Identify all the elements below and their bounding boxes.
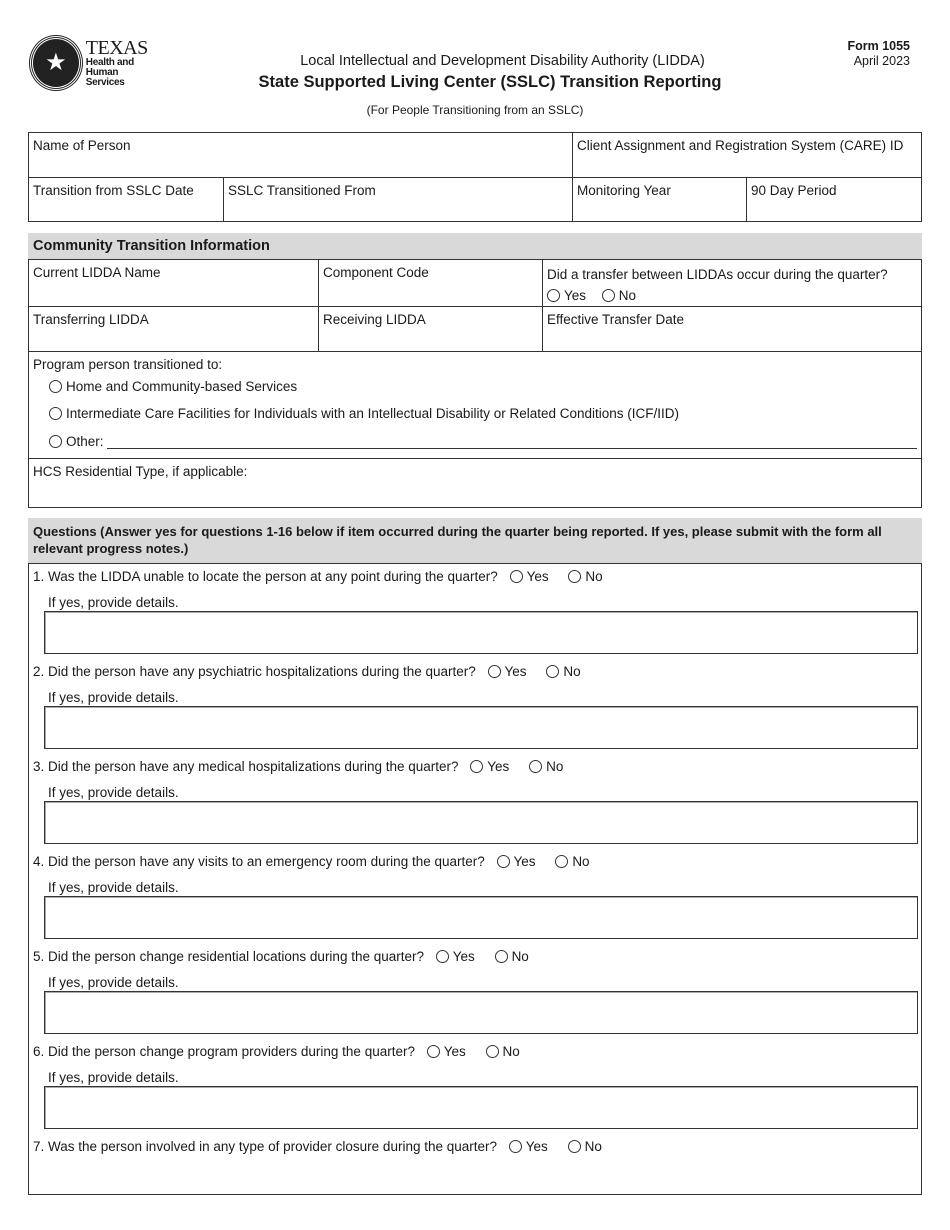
program-icf-radio[interactable] xyxy=(49,406,679,421)
field-label: Transition from SSLC Date xyxy=(33,183,194,198)
question-3-details-input[interactable] xyxy=(44,801,918,844)
option-label: No xyxy=(584,1139,602,1154)
hcs-residential-type-field[interactable] xyxy=(28,458,922,508)
option-label: Yes xyxy=(526,569,549,584)
program-other-radio[interactable] xyxy=(49,434,104,449)
radio-icon xyxy=(529,760,542,773)
question-2-no-radio[interactable] xyxy=(546,664,580,679)
option-label: Yes xyxy=(443,1044,466,1059)
page-subtitle: (For People Transitioning from an SSLC) xyxy=(366,103,584,117)
option-label: No xyxy=(585,569,603,584)
details-label: If yes, provide details. xyxy=(48,595,179,610)
field-label: Program person transitioned to: xyxy=(33,357,223,372)
option-label: Home and Community-based Services xyxy=(66,379,298,394)
field-label: Transferring LIDDA xyxy=(33,312,149,327)
radio-icon xyxy=(509,1140,522,1153)
question-2-details-input[interactable] xyxy=(44,706,918,749)
question-4-yes-radio[interactable] xyxy=(497,854,536,869)
logo-subtitle: Health and Human xyxy=(85,56,134,78)
transfer-yes-radio[interactable] xyxy=(547,288,586,303)
question-text: 4. Did the person have any visits to an emergency room during the quarter? xyxy=(33,854,485,869)
option-label: No xyxy=(511,949,529,964)
details-label: If yes, provide details. xyxy=(48,1070,179,1085)
question-3-yes-radio[interactable] xyxy=(470,759,509,774)
question-5-no-radio[interactable] xyxy=(495,949,529,964)
details-label: If yes, provide details. xyxy=(48,975,179,990)
field-label: Name of Person xyxy=(33,138,131,153)
question-7 xyxy=(33,1139,614,1154)
question-text: 2. Did the person have any psychiatric hospitalizations during the quarter? xyxy=(33,664,476,679)
section-heading: Community Transition Information xyxy=(28,233,922,260)
radio-icon xyxy=(436,950,449,963)
question-text: 1. Was the LIDDA unable to locate the person at any point during the quarter? xyxy=(33,569,498,584)
question-4 xyxy=(33,854,602,869)
radio-icon xyxy=(568,570,581,583)
question-2 xyxy=(33,664,593,679)
questions-heading: Questions (Answer yes for questions 1-16 below if item occurred during the quarter being reported. If yes, please submit with the form all relevant progress notes.) xyxy=(28,518,922,564)
option-label: No xyxy=(502,1044,520,1059)
option-label: Yes xyxy=(452,949,475,964)
star-seal-icon: ★ xyxy=(30,36,82,90)
monitoring-year-field[interactable] xyxy=(572,177,747,222)
field-label: Monitoring Year xyxy=(577,183,671,198)
field-label: Current LIDDA Name xyxy=(33,265,161,280)
component-code-field[interactable] xyxy=(318,259,543,307)
question-7-yes-radio[interactable] xyxy=(509,1139,548,1154)
form-info xyxy=(847,39,910,69)
logo-subtitle: Services xyxy=(85,76,125,88)
radio-icon xyxy=(568,1140,581,1153)
option-label: No xyxy=(572,854,590,869)
question-5-details-input[interactable] xyxy=(44,991,918,1034)
question-text: 3. Did the person have any medical hospitalizations during the quarter? xyxy=(33,759,459,774)
other-input[interactable] xyxy=(107,448,917,449)
page-title: State Supported Living Center (SSLC) Transition Reporting xyxy=(258,73,722,91)
radio-icon xyxy=(510,570,523,583)
details-label: If yes, provide details. xyxy=(48,785,179,800)
field-label: Client Assignment and Registration System (CARE) ID xyxy=(577,138,904,153)
question-6-details-input[interactable] xyxy=(44,1086,918,1129)
question-7-no-radio[interactable] xyxy=(568,1139,602,1154)
option-label: Yes xyxy=(504,664,527,679)
option-label: Yes xyxy=(487,759,510,774)
question-1-no-radio[interactable] xyxy=(568,569,602,584)
receiving-lidda-field[interactable] xyxy=(318,306,543,352)
radio-icon xyxy=(547,289,560,302)
radio-icon xyxy=(602,289,615,302)
question-3-no-radio[interactable] xyxy=(529,759,563,774)
radio-icon xyxy=(427,1045,440,1058)
option-label: Intermediate Care Facilities for Individuals with an Intellectual Disability or Related Conditions (ICF/IID) xyxy=(66,406,680,421)
question-2-yes-radio[interactable] xyxy=(488,664,527,679)
form-number: Form 1055 xyxy=(847,39,910,53)
question-1 xyxy=(33,569,615,584)
radio-icon xyxy=(49,407,62,420)
option-label: No xyxy=(563,664,581,679)
question-5-yes-radio[interactable] xyxy=(436,949,475,964)
question-1-details-input[interactable] xyxy=(44,611,918,654)
field-label: HCS Residential Type, if applicable: xyxy=(33,464,248,479)
option-label: No xyxy=(546,759,564,774)
transferring-lidda-field[interactable] xyxy=(28,306,319,352)
agency-name: Local Intellectual and Development Disability Authority (LIDDA) xyxy=(300,53,705,69)
program-section xyxy=(28,351,922,459)
option-label: No xyxy=(618,288,637,303)
question-1-yes-radio[interactable] xyxy=(510,569,549,584)
radio-icon xyxy=(49,435,62,448)
field-label: 90 Day Period xyxy=(751,183,837,198)
details-label: If yes, provide details. xyxy=(48,880,179,895)
field-label: Did a transfer between LIDDAs occur during the quarter? xyxy=(547,267,888,282)
question-6 xyxy=(33,1044,532,1059)
field-label: Effective Transfer Date xyxy=(547,312,685,327)
question-text: 5. Did the person change residential locations during the quarter? xyxy=(33,949,424,964)
question-text: 7. Was the person involved in any type of provider closure during the quarter? xyxy=(33,1139,498,1154)
radio-icon xyxy=(546,665,559,678)
question-6-yes-radio[interactable] xyxy=(427,1044,466,1059)
transition-date-field[interactable] xyxy=(28,177,224,222)
question-3 xyxy=(33,759,575,774)
question-6-no-radio[interactable] xyxy=(486,1044,520,1059)
option-label: Yes xyxy=(564,288,587,303)
question-4-no-radio[interactable] xyxy=(555,854,589,869)
question-5 xyxy=(33,949,541,964)
form-date: April 2023 xyxy=(853,54,910,68)
logo-title: TEXAS xyxy=(85,36,148,59)
option-label: Yes xyxy=(525,1139,548,1154)
radio-icon xyxy=(495,950,508,963)
option-label: Other: xyxy=(66,434,104,449)
radio-icon xyxy=(486,1045,499,1058)
radio-icon xyxy=(49,380,62,393)
radio-icon xyxy=(488,665,501,678)
current-lidda-field[interactable] xyxy=(28,259,319,307)
radio-icon xyxy=(497,855,510,868)
transfer-question xyxy=(542,259,922,307)
name-of-person-field[interactable] xyxy=(28,132,573,178)
question-4-details-input[interactable] xyxy=(44,896,918,939)
radio-icon xyxy=(555,855,568,868)
option-label: Yes xyxy=(513,854,536,869)
transfer-no-radio[interactable] xyxy=(602,288,636,303)
radio-icon xyxy=(470,760,483,773)
effective-transfer-date-field[interactable] xyxy=(542,306,922,352)
period-field[interactable] xyxy=(746,177,922,222)
care-id-field[interactable] xyxy=(572,132,922,178)
field-label: SSLC Transitioned From xyxy=(228,183,376,198)
program-hcs-radio[interactable] xyxy=(49,379,297,394)
details-label: If yes, provide details. xyxy=(48,690,179,705)
question-text: 6. Did the person change program providers during the quarter? xyxy=(33,1044,415,1059)
sslc-from-field[interactable] xyxy=(223,177,573,222)
field-label: Component Code xyxy=(323,265,429,280)
field-label: Receiving LIDDA xyxy=(323,312,426,327)
